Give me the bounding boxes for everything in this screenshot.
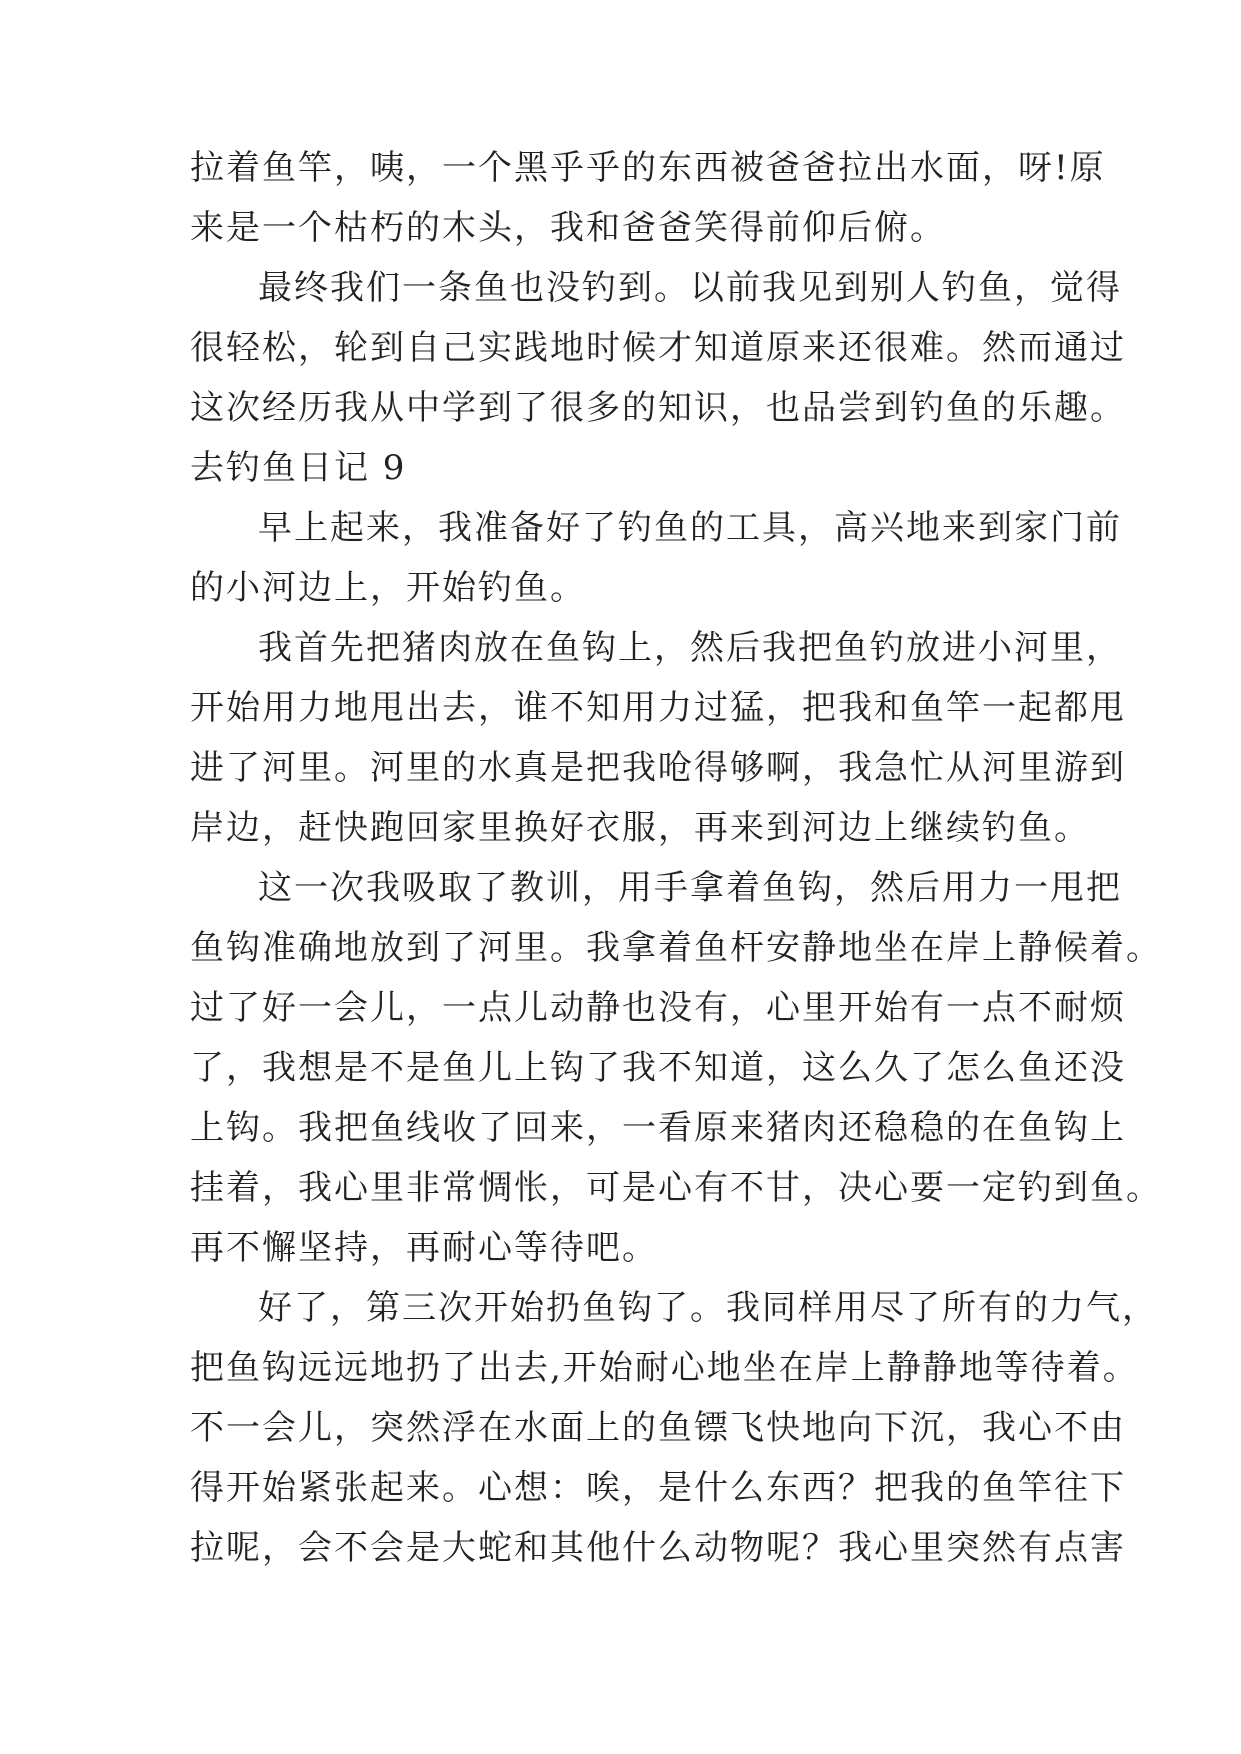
paragraph-start-line: 我首先把猪肉放在鱼钩上，然后我把鱼钓放进小河里，	[258, 628, 1122, 668]
paragraph-start-line: 这一次我吸取了教训，用手拿着鱼钩，然后用力一甩把	[258, 868, 1122, 908]
text-line: 的小河边上，开始钓鱼。	[190, 568, 586, 608]
text-line: 鱼钩准确地放到了河里。我拿着鱼杆安静地坐在岸上静候着。	[190, 928, 1162, 968]
text-line: 拉呢，会不会是大蛇和其他什么动物呢？我心里突然有点害	[190, 1528, 1126, 1568]
text-line: 得开始紧张起来。心想：唉，是什么东西？把我的鱼竿往下	[190, 1468, 1126, 1508]
text-line: 挂着，我心里非常惆怅，可是心有不甘，决心要一定钓到鱼。	[190, 1168, 1162, 1208]
text-line: 很轻松，轮到自己实践地时候才知道原来还很难。然而通过	[190, 328, 1126, 368]
paragraph-start-line: 早上起来，我准备好了钓鱼的工具，高兴地来到家门前	[258, 508, 1122, 548]
text-line: 这次经历我从中学到了很多的知识，也品尝到钓鱼的乐趣。	[190, 388, 1126, 428]
text-line: 上钩。我把鱼线收了回来，一看原来猪肉还稳稳的在鱼钩上	[190, 1108, 1126, 1148]
text-line: 过了好一会儿，一点儿动静也没有，心里开始有一点不耐烦	[190, 988, 1126, 1028]
text-line: 岸边，赶快跑回家里换好衣服，再来到河边上继续钓鱼。	[190, 808, 1090, 848]
text-line: 不一会儿，突然浮在水面上的鱼镖飞快地向下沉，我心不由	[190, 1408, 1126, 1448]
paragraph-start-line: 好了，第三次开始扔鱼钩了。我同样用尽了所有的力气，	[258, 1288, 1158, 1328]
text-line: 开始用力地甩出去，谁不知用力过猛，把我和鱼竿一起都甩	[190, 688, 1126, 728]
text-line: 把鱼钩远远地扔了出去,开始耐心地坐在岸上静静地等待着。	[190, 1348, 1139, 1388]
text-line: 了，我想是不是鱼儿上钩了我不知道，这么久了怎么鱼还没	[190, 1048, 1126, 1088]
text-line: 再不懈坚持，再耐心等待吧。	[190, 1228, 658, 1268]
section-title: 去钓鱼日记 9	[190, 448, 407, 488]
paragraph-start-line: 最终我们一条鱼也没钓到。以前我见到别人钓鱼，觉得	[258, 268, 1122, 308]
text-line: 来是一个枯朽的木头，我和爸爸笑得前仰后俯。	[190, 208, 946, 248]
text-line: 拉着鱼竿，咦，一个黑乎乎的东西被爸爸拉出水面，呀!原	[190, 148, 1106, 188]
text-line: 进了河里。河里的水真是把我呛得够啊，我急忙从河里游到	[190, 748, 1126, 788]
